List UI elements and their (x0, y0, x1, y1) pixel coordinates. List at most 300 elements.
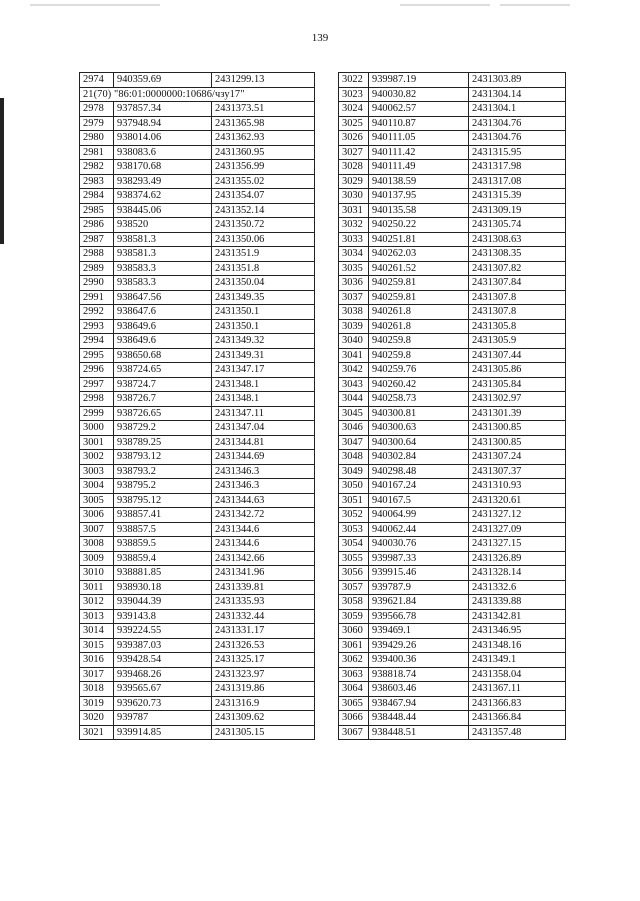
y-coordinate-cell: 2431367.11 (469, 682, 566, 697)
point-number-cell: 3031 (339, 203, 369, 218)
x-coordinate-cell: 939565.67 (114, 682, 212, 697)
table-row (339, 638, 566, 653)
point-number-cell: 2981 (80, 145, 114, 160)
x-coordinate-cell: 937857.34 (114, 102, 212, 117)
point-number-cell: 2998 (80, 392, 114, 407)
table-row (80, 305, 315, 320)
table-row (80, 406, 315, 421)
x-coordinate-cell: 938647.6 (114, 305, 212, 320)
x-coordinate-cell: 940262.03 (369, 247, 469, 262)
x-coordinate-cell: 940259.8 (369, 348, 469, 363)
x-coordinate-cell: 938795.12 (114, 493, 212, 508)
table-row (80, 508, 315, 523)
point-number-cell: 3000 (80, 421, 114, 436)
x-coordinate-cell: 938520 (114, 218, 212, 233)
table-row (339, 232, 566, 247)
point-number-cell: 3056 (339, 566, 369, 581)
table-row (339, 348, 566, 363)
table-row (80, 131, 315, 146)
table-row (80, 421, 315, 436)
table-row (339, 363, 566, 378)
y-coordinate-cell: 2431319.86 (212, 682, 315, 697)
point-number-cell: 3059 (339, 609, 369, 624)
x-coordinate-cell: 940111.05 (369, 131, 469, 146)
x-coordinate-cell: 940300.63 (369, 421, 469, 436)
table-row (339, 580, 566, 595)
point-number-cell: 2974 (80, 73, 114, 88)
y-coordinate-cell: 2431366.84 (469, 711, 566, 726)
x-coordinate-cell: 940298.48 (369, 464, 469, 479)
point-number-cell: 2996 (80, 363, 114, 378)
table-row (80, 218, 315, 233)
x-coordinate-cell: 940250.22 (369, 218, 469, 233)
x-coordinate-cell: 938170.68 (114, 160, 212, 175)
point-number-cell: 3040 (339, 334, 369, 349)
x-coordinate-cell: 940062.44 (369, 522, 469, 537)
x-coordinate-cell: 940259.81 (369, 276, 469, 291)
y-coordinate-cell: 2431349.32 (212, 334, 315, 349)
x-coordinate-cell: 938724.7 (114, 377, 212, 392)
y-coordinate-cell: 2431307.8 (469, 305, 566, 320)
x-coordinate-cell: 939143.8 (114, 609, 212, 624)
table-row (339, 479, 566, 494)
point-number-cell: 3010 (80, 566, 114, 581)
point-number-cell: 3021 (80, 725, 114, 740)
table-row (339, 247, 566, 262)
x-coordinate-cell: 939915.46 (369, 566, 469, 581)
table-row (80, 392, 315, 407)
table-row (80, 464, 315, 479)
point-number-cell: 3034 (339, 247, 369, 262)
y-coordinate-cell: 2431356.99 (212, 160, 315, 175)
y-coordinate-cell: 2431305.84 (469, 377, 566, 392)
y-coordinate-cell: 2431350.72 (212, 218, 315, 233)
y-coordinate-cell: 2431366.83 (469, 696, 566, 711)
y-coordinate-cell: 2431362.93 (212, 131, 315, 146)
y-coordinate-cell: 2431360.95 (212, 145, 315, 160)
y-coordinate-cell: 2431341.96 (212, 566, 315, 581)
point-number-cell: 3057 (339, 580, 369, 595)
x-coordinate-cell: 939914.85 (114, 725, 212, 740)
table-row (80, 160, 315, 175)
point-number-cell: 2995 (80, 348, 114, 363)
table-row (339, 595, 566, 610)
x-coordinate-cell: 940062.57 (369, 102, 469, 117)
table-row (339, 450, 566, 465)
y-coordinate-cell: 2431328.14 (469, 566, 566, 581)
y-coordinate-cell: 2431342.81 (469, 609, 566, 624)
point-number-cell: 3036 (339, 276, 369, 291)
point-number-cell: 3032 (339, 218, 369, 233)
table-row (339, 522, 566, 537)
point-number-cell: 3005 (80, 493, 114, 508)
point-number-cell: 3013 (80, 609, 114, 624)
y-coordinate-cell: 2431335.93 (212, 595, 315, 610)
y-coordinate-cell: 2431357.48 (469, 725, 566, 740)
table-row (339, 218, 566, 233)
table-row (80, 667, 315, 682)
table-row (80, 276, 315, 291)
point-number-cell: 3051 (339, 493, 369, 508)
point-number-cell: 3049 (339, 464, 369, 479)
x-coordinate-cell: 939044.39 (114, 595, 212, 610)
point-number-cell: 3038 (339, 305, 369, 320)
x-coordinate-cell: 939468.26 (114, 667, 212, 682)
table-row (80, 595, 315, 610)
point-number-cell: 3020 (80, 711, 114, 726)
table-row (80, 725, 315, 740)
table-row (80, 638, 315, 653)
y-coordinate-cell: 2431305.74 (469, 218, 566, 233)
table-row (80, 711, 315, 726)
x-coordinate-cell: 938724.65 (114, 363, 212, 378)
table-row (80, 450, 315, 465)
x-coordinate-cell: 940300.64 (369, 435, 469, 450)
x-coordinate-cell: 938789.25 (114, 435, 212, 450)
x-coordinate-cell: 940111.42 (369, 145, 469, 160)
y-coordinate-cell: 2431303.89 (469, 73, 566, 88)
x-coordinate-cell: 938650.68 (114, 348, 212, 363)
point-number-cell: 3024 (339, 102, 369, 117)
y-coordinate-cell: 2431299.13 (212, 73, 315, 88)
scan-artifact (400, 4, 490, 6)
table-row (339, 624, 566, 639)
point-number-cell: 2993 (80, 319, 114, 334)
x-coordinate-cell: 940261.8 (369, 319, 469, 334)
x-coordinate-cell: 938083.6 (114, 145, 212, 160)
x-coordinate-cell: 938818.74 (369, 667, 469, 682)
x-coordinate-cell: 940064.99 (369, 508, 469, 523)
x-coordinate-cell: 939469.1 (369, 624, 469, 639)
table-row (80, 580, 315, 595)
table-row (339, 131, 566, 146)
y-coordinate-cell: 2431309.62 (212, 711, 315, 726)
x-coordinate-cell: 938445.06 (114, 203, 212, 218)
point-number-cell: 3007 (80, 522, 114, 537)
table-row (339, 319, 566, 334)
y-coordinate-cell: 2431315.95 (469, 145, 566, 160)
point-number-cell: 2985 (80, 203, 114, 218)
point-number-cell: 3022 (339, 73, 369, 88)
y-coordinate-cell: 2431339.88 (469, 595, 566, 610)
point-number-cell: 3025 (339, 116, 369, 131)
point-number-cell: 3063 (339, 667, 369, 682)
x-coordinate-cell: 938881.85 (114, 566, 212, 581)
point-number-cell: 3006 (80, 508, 114, 523)
y-coordinate-cell: 2431307.82 (469, 261, 566, 276)
x-coordinate-cell: 938859.5 (114, 537, 212, 552)
y-coordinate-cell: 2431349.1 (469, 653, 566, 668)
y-coordinate-cell: 2431331.17 (212, 624, 315, 639)
point-number-cell: 2986 (80, 218, 114, 233)
y-coordinate-cell: 2431332.44 (212, 609, 315, 624)
x-coordinate-cell: 940259.76 (369, 363, 469, 378)
y-coordinate-cell: 2431304.1 (469, 102, 566, 117)
table-row (80, 493, 315, 508)
y-coordinate-cell: 2431304.14 (469, 87, 566, 102)
table-row (339, 73, 566, 88)
y-coordinate-cell: 2431347.17 (212, 363, 315, 378)
table-row (80, 696, 315, 711)
x-coordinate-cell: 940258.73 (369, 392, 469, 407)
point-number-cell: 3039 (339, 319, 369, 334)
point-number-cell: 3048 (339, 450, 369, 465)
point-number-cell: 3003 (80, 464, 114, 479)
y-coordinate-cell: 2431305.8 (469, 319, 566, 334)
point-number-cell: 3012 (80, 595, 114, 610)
table-row (339, 102, 566, 117)
x-coordinate-cell: 938374.62 (114, 189, 212, 204)
point-number-cell: 3067 (339, 725, 369, 740)
x-coordinate-cell: 938793.2 (114, 464, 212, 479)
table-row (80, 102, 315, 117)
y-coordinate-cell: 2431344.69 (212, 450, 315, 465)
y-coordinate-cell: 2431325.17 (212, 653, 315, 668)
point-number-cell: 3008 (80, 537, 114, 552)
point-number-cell: 3026 (339, 131, 369, 146)
table-row (339, 145, 566, 160)
table-row (80, 189, 315, 204)
point-number-cell: 3058 (339, 595, 369, 610)
point-number-cell: 3019 (80, 696, 114, 711)
y-coordinate-cell: 2431317.98 (469, 160, 566, 175)
y-coordinate-cell: 2431350.06 (212, 232, 315, 247)
table-row (80, 247, 315, 262)
table-row (339, 435, 566, 450)
y-coordinate-cell: 2431349.31 (212, 348, 315, 363)
y-coordinate-cell: 2431307.24 (469, 450, 566, 465)
point-number-cell: 3002 (80, 450, 114, 465)
y-coordinate-cell: 2431305.15 (212, 725, 315, 740)
x-coordinate-cell: 940259.8 (369, 334, 469, 349)
y-coordinate-cell: 2431342.66 (212, 551, 315, 566)
point-number-cell: 3046 (339, 421, 369, 436)
x-coordinate-cell: 940030.82 (369, 87, 469, 102)
y-coordinate-cell: 2431344.63 (212, 493, 315, 508)
y-coordinate-cell: 2431351.9 (212, 247, 315, 262)
point-number-cell: 3018 (80, 682, 114, 697)
x-coordinate-cell: 938857.41 (114, 508, 212, 523)
page-number: 139 (311, 32, 329, 44)
table-row (80, 290, 315, 305)
point-number-cell: 2990 (80, 276, 114, 291)
y-coordinate-cell: 2431307.37 (469, 464, 566, 479)
table-row (339, 189, 566, 204)
point-number-cell: 3023 (339, 87, 369, 102)
y-coordinate-cell: 2431347.04 (212, 421, 315, 436)
x-coordinate-cell: 940030.76 (369, 537, 469, 552)
table-row (339, 406, 566, 421)
point-number-cell: 2994 (80, 334, 114, 349)
x-coordinate-cell: 940261.52 (369, 261, 469, 276)
table-row (339, 160, 566, 175)
y-coordinate-cell: 2431344.81 (212, 435, 315, 450)
x-coordinate-cell: 938448.51 (369, 725, 469, 740)
point-number-cell: 3016 (80, 653, 114, 668)
y-coordinate-cell: 2431332.6 (469, 580, 566, 595)
x-coordinate-cell: 938583.3 (114, 261, 212, 276)
x-coordinate-cell: 939787 (114, 711, 212, 726)
x-coordinate-cell: 940110.87 (369, 116, 469, 131)
y-coordinate-cell: 2431304.76 (469, 131, 566, 146)
table-row (339, 203, 566, 218)
point-number-cell: 2982 (80, 160, 114, 175)
point-number-cell: 3052 (339, 508, 369, 523)
point-number-cell: 3014 (80, 624, 114, 639)
point-number-cell: 3041 (339, 348, 369, 363)
y-coordinate-cell: 2431347.11 (212, 406, 315, 421)
x-coordinate-cell: 938726.7 (114, 392, 212, 407)
table-row (339, 667, 566, 682)
x-coordinate-cell: 939621.84 (369, 595, 469, 610)
table-row (80, 334, 315, 349)
x-coordinate-cell: 939987.19 (369, 73, 469, 88)
y-coordinate-cell: 2431373.51 (212, 102, 315, 117)
y-coordinate-cell: 2431307.44 (469, 348, 566, 363)
table-row (339, 334, 566, 349)
point-number-cell: 3044 (339, 392, 369, 407)
y-coordinate-cell: 2431327.09 (469, 522, 566, 537)
y-coordinate-cell: 2431327.12 (469, 508, 566, 523)
point-number-cell: 3035 (339, 261, 369, 276)
point-number-cell: 3004 (80, 479, 114, 494)
table-row (339, 392, 566, 407)
y-coordinate-cell: 2431355.02 (212, 174, 315, 189)
x-coordinate-cell: 938014.06 (114, 131, 212, 146)
x-coordinate-cell: 940137.95 (369, 189, 469, 204)
x-coordinate-cell: 940111.49 (369, 160, 469, 175)
x-coordinate-cell: 940302.84 (369, 450, 469, 465)
x-coordinate-cell: 940167.5 (369, 493, 469, 508)
table-row (339, 682, 566, 697)
x-coordinate-cell: 938930.18 (114, 580, 212, 595)
y-coordinate-cell: 2431346.3 (212, 464, 315, 479)
x-coordinate-cell: 940135.58 (369, 203, 469, 218)
point-number-cell: 3064 (339, 682, 369, 697)
y-coordinate-cell: 2431310.93 (469, 479, 566, 494)
coordinates-table-right (338, 72, 566, 740)
x-coordinate-cell: 938729.2 (114, 421, 212, 436)
table-row (80, 319, 315, 334)
x-coordinate-cell: 938603.46 (369, 682, 469, 697)
point-number-cell: 3011 (80, 580, 114, 595)
y-coordinate-cell: 2431326.89 (469, 551, 566, 566)
coordinates-table-left (79, 72, 315, 740)
table-row (80, 145, 315, 160)
point-number-cell: 3054 (339, 537, 369, 552)
y-coordinate-cell: 2431349.35 (212, 290, 315, 305)
table-row (339, 609, 566, 624)
table-row (339, 261, 566, 276)
table-row (80, 566, 315, 581)
y-coordinate-cell: 2431305.9 (469, 334, 566, 349)
point-number-cell: 3017 (80, 667, 114, 682)
table-row (80, 174, 315, 189)
table-row (339, 711, 566, 726)
x-coordinate-cell: 939787.9 (369, 580, 469, 595)
y-coordinate-cell: 2431308.63 (469, 232, 566, 247)
table-row (339, 508, 566, 523)
point-number-cell: 3053 (339, 522, 369, 537)
x-coordinate-cell: 939429.26 (369, 638, 469, 653)
y-coordinate-cell: 2431358.04 (469, 667, 566, 682)
table-row (80, 87, 315, 102)
point-number-cell: 3065 (339, 696, 369, 711)
table-row (80, 261, 315, 276)
point-number-cell: 3047 (339, 435, 369, 450)
table-row (80, 653, 315, 668)
y-coordinate-cell: 2431344.6 (212, 537, 315, 552)
table-row (80, 232, 315, 247)
x-coordinate-cell: 940261.8 (369, 305, 469, 320)
x-coordinate-cell: 938857.5 (114, 522, 212, 537)
y-coordinate-cell: 2431300.85 (469, 435, 566, 450)
point-number-cell: 2978 (80, 102, 114, 117)
x-coordinate-cell: 938726.65 (114, 406, 212, 421)
table-row (80, 377, 315, 392)
y-coordinate-cell: 2431348.1 (212, 377, 315, 392)
table-row (339, 725, 566, 740)
scan-artifact (30, 4, 160, 6)
y-coordinate-cell: 2431352.14 (212, 203, 315, 218)
point-number-cell: 2997 (80, 377, 114, 392)
table-row (80, 363, 315, 378)
point-number-cell: 2983 (80, 174, 114, 189)
y-coordinate-cell: 2431309.19 (469, 203, 566, 218)
y-coordinate-cell: 2431304.76 (469, 116, 566, 131)
y-coordinate-cell: 2431350.04 (212, 276, 315, 291)
y-coordinate-cell: 2431326.53 (212, 638, 315, 653)
x-coordinate-cell: 938795.2 (114, 479, 212, 494)
y-coordinate-cell: 2431320.61 (469, 493, 566, 508)
table-row (339, 116, 566, 131)
y-coordinate-cell: 2431308.35 (469, 247, 566, 262)
y-coordinate-cell: 2431305.86 (469, 363, 566, 378)
x-coordinate-cell: 940260.42 (369, 377, 469, 392)
table-row (339, 290, 566, 305)
point-number-cell: 2992 (80, 305, 114, 320)
point-number-cell: 2987 (80, 232, 114, 247)
y-coordinate-cell: 2431307.84 (469, 276, 566, 291)
x-coordinate-cell: 940138.59 (369, 174, 469, 189)
point-number-cell: 3033 (339, 232, 369, 247)
table-row (339, 174, 566, 189)
x-coordinate-cell: 937948.94 (114, 116, 212, 131)
table-row (80, 348, 315, 363)
point-number-cell: 3066 (339, 711, 369, 726)
table-row (80, 479, 315, 494)
y-coordinate-cell: 2431365.98 (212, 116, 315, 131)
y-coordinate-cell: 2431350.1 (212, 305, 315, 320)
point-number-cell: 3062 (339, 653, 369, 668)
x-coordinate-cell: 939566.78 (369, 609, 469, 624)
y-coordinate-cell: 2431346.95 (469, 624, 566, 639)
table-row (339, 276, 566, 291)
table-row (80, 551, 315, 566)
y-coordinate-cell: 2431323.97 (212, 667, 315, 682)
x-coordinate-cell: 938793.12 (114, 450, 212, 465)
y-coordinate-cell: 2431317.08 (469, 174, 566, 189)
table-row (80, 73, 315, 88)
x-coordinate-cell: 940251.81 (369, 232, 469, 247)
x-coordinate-cell: 940300.81 (369, 406, 469, 421)
point-number-cell: 3037 (339, 290, 369, 305)
x-coordinate-cell: 938649.6 (114, 334, 212, 349)
table-row (339, 696, 566, 711)
x-coordinate-cell: 938293.49 (114, 174, 212, 189)
table-row (80, 624, 315, 639)
x-coordinate-cell: 938581.3 (114, 232, 212, 247)
